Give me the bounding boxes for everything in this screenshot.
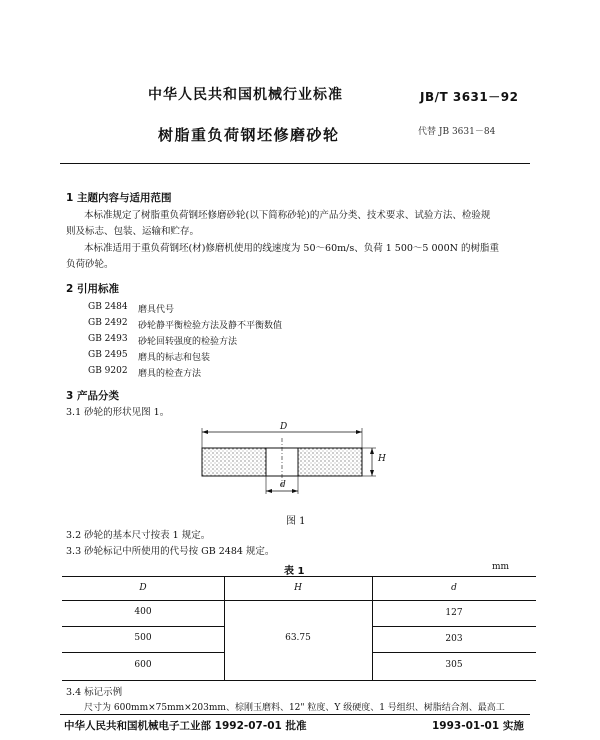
approval-line: 中华人民共和国机械电子工业部 1992-07-01 批准 xyxy=(64,720,307,732)
wheel-abrasive-right xyxy=(298,448,362,476)
table-cell-d: 203 xyxy=(445,634,463,644)
standard-number: JB/T 3631－92 xyxy=(420,90,519,104)
table-cell-D: 500 xyxy=(134,633,152,643)
section-3-1-text: 3.1 砂轮的形状见图 1。 xyxy=(66,407,170,418)
section-2-heading: 2 引用标准 xyxy=(66,283,119,295)
section-3-2-text: 3.2 砂轮的基本尺寸按表 1 规定。 xyxy=(66,530,211,541)
reference-name: 磨具的标志和包装 xyxy=(138,353,211,363)
section-3-heading: 3 产品分类 xyxy=(66,390,119,402)
section-1-para-1-line-2: 则及标志、包装、运输和贮存。 xyxy=(66,226,200,237)
document-title: 树脂重负荷钢坯修磨砂轮 xyxy=(158,126,340,144)
reference-code: GB 2495 xyxy=(88,350,128,360)
section-1-para-2-line-1: 本标准适用于重负荷钢坯(材)修磨机使用的线速度为 50～60m/s、负荷 1 500～5 000N 的树脂重 xyxy=(84,243,499,254)
table-1-unit: mm xyxy=(492,562,510,572)
table-cell-d: 305 xyxy=(445,660,463,670)
reference-name: 磨具的检查方法 xyxy=(138,369,202,379)
table-cell-d: 127 xyxy=(445,608,463,618)
reference-code: GB 2493 xyxy=(88,334,128,344)
reference-name: 砂轮静平衡检验方法及静不平衡数值 xyxy=(138,321,283,331)
header-rule xyxy=(60,163,530,164)
table-header-H: H xyxy=(294,583,302,593)
section-1-para-1-line-1: 本标准规定了树脂重负荷钢坯修磨砂轮(以下简称砂轮)的产品分类、技术要求、试验方法、检验规 xyxy=(84,210,491,221)
reference-code: GB 2484 xyxy=(88,302,128,312)
wheel-abrasive-left xyxy=(202,448,266,476)
figure-label-D: D xyxy=(280,422,288,432)
section-1-heading: 1 主题内容与适用范围 xyxy=(66,192,172,204)
reference-name: 磨具代号 xyxy=(138,305,175,315)
figure-1-wheel-section xyxy=(180,420,390,510)
table-cell-D: 400 xyxy=(134,607,152,617)
table-cell-H: 63.75 xyxy=(285,633,311,643)
section-1-para-2-line-2: 负荷砂轮。 xyxy=(66,259,114,270)
reference-code: GB 9202 xyxy=(88,366,128,376)
reference-code: GB 2492 xyxy=(88,318,128,328)
figure-label-H: H xyxy=(378,454,386,464)
section-3-3-text: 3.3 砂轮标记中所使用的代号按 GB 2484 规定。 xyxy=(66,546,275,557)
replaces-note: 代替 JB 3631－84 xyxy=(418,127,496,137)
section-3-4-heading: 3.4 标记示例 xyxy=(66,687,123,698)
effective-date: 1993-01-01 实施 xyxy=(432,720,524,732)
table-header-D: D xyxy=(139,583,147,593)
reference-name: 砂轮回转强度的检验方法 xyxy=(138,337,238,347)
figure-label-d: d xyxy=(280,480,286,490)
section-3-4-line-1: 尺寸为 600mm×75mm×203mm、棕刚玉磨料、12" 粒度、Y 级硬度、1 号组织、树脂结合剂、最高工 xyxy=(84,703,505,713)
table-header-d: d xyxy=(451,583,457,593)
figure-1-caption: 图 1 xyxy=(286,516,306,527)
footer-rule xyxy=(60,714,530,715)
table-1-title: 表 1 xyxy=(284,566,305,577)
table-cell-D: 600 xyxy=(134,660,152,670)
issuing-organization: 中华人民共和国机械行业标准 xyxy=(148,87,343,103)
